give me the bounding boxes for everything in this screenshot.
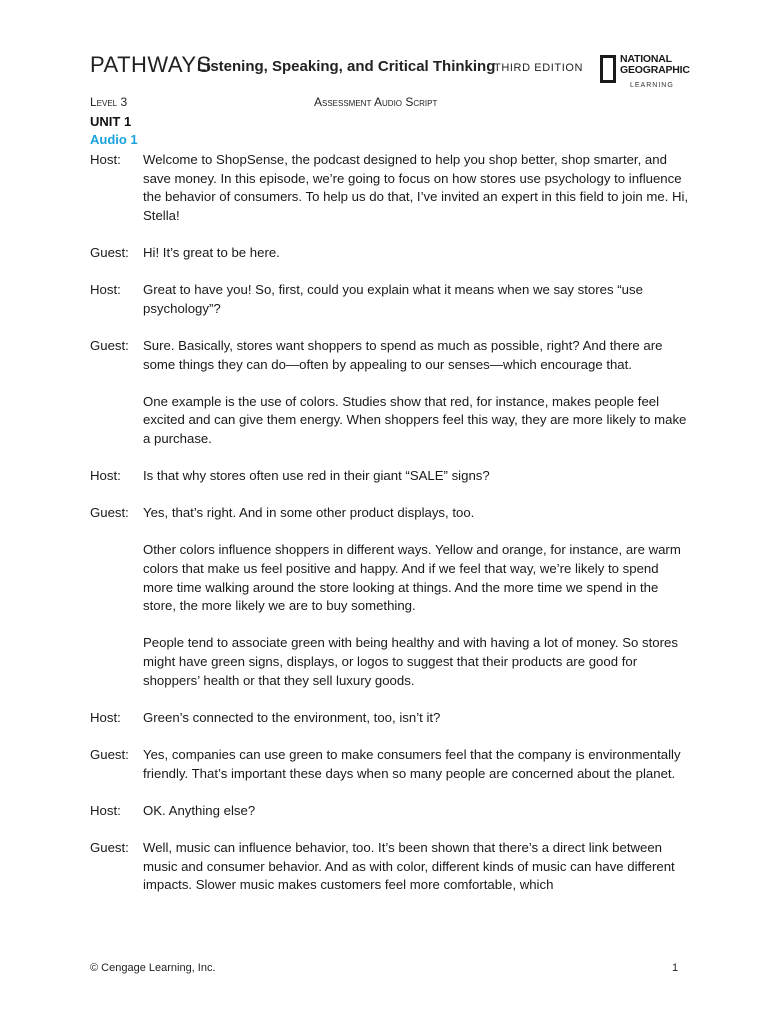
dialogue-turn [90,709,690,728]
speech-text [143,709,690,728]
brand-title: PATHWAYS [90,52,212,77]
speech-paragraph: Well, music can influence behavior, too. It’s been shown that there’s a direct link between music and consumer behavior. And as with color, different kinds of music can have different impacts. Slower music makes customers feel more comfortable, which [143,839,675,893]
national-geographic-logo [600,54,700,92]
copyright-notice: © Cengage Learning, Inc. [90,962,216,974]
document-title: Assessment Audio Script [314,95,438,109]
speaker-label: Host: [90,468,121,484]
dialogue-turn [90,151,690,225]
logo-subtext: LEARNING [630,82,674,89]
audio-script [90,151,690,913]
logo-line-2: GEOGRAPHIC [620,64,690,76]
speech-paragraph: Other colors influence shoppers in different ways. Yellow and orange, for instance, are warm colors that make us feel positive and happy. And if we feel that way, we’re likely to spend more time walking around the store looking at things. And the more time we spend in the store, the more likely we are to buy something. [143,542,681,614]
speaker-label: Guest: [90,747,129,762]
speech-paragraph: One example is the use of colors. Studies show that red, for instance, makes people feel excited and can give them energy. When shoppers feel this way, they are more likely to make a purchase. [143,393,687,446]
dialogue-turn [90,244,690,263]
speech-text [143,151,690,225]
speech-paragraph: Yes, companies can use green to make consumers feel that the company is environmentally friendly. That’s important these days when so many people are concerned about the planet. [143,747,681,781]
speaker-label: Host: [90,709,121,725]
dialogue-turn [90,281,690,318]
speech-paragraph: Green’s connected to the environment, too, isn’t it? [143,709,441,725]
speech-paragraph: Yes, that’s right. And in some other product displays, too. [143,505,475,521]
audio-heading: Audio 1 [90,132,138,147]
page-header [90,52,690,92]
dialogue-turn [90,504,690,690]
speech-text [143,746,690,783]
edition-label: THIRD EDITION [494,62,584,74]
speaker-label: Host: [90,802,121,818]
dialogue-turn [90,802,690,821]
speaker-label: Host: [90,282,121,298]
speech-paragraph: People tend to associate green with being healthy and with having a lot of money. So stores might have green signs, displays, or logos to suggest that their products are good for shoppers’ health or that they sell luxury goods. [143,635,678,688]
speaker-label: Guest: [90,505,129,521]
speaker-label: Host: [90,152,121,167]
speech-paragraph: Welcome to ShopSense, the podcast designed to help you shop better, shop smarter, and save money. In this episode, we’re going to focus on how stores use psychology to influence the behavior of consumers. To help us do that, I’ve invited an expert in this field to join me. Hi, Stella! [143,152,689,223]
series-subtitle: Listening, Speaking, and Critical Thinking [197,58,496,75]
speech-text [143,281,690,318]
speaker-label: Guest: [90,244,129,260]
dialogue-turn [90,746,690,783]
speech-text [143,337,690,449]
yellow-border-icon [600,55,616,83]
dialogue-turn [90,467,690,486]
speech-text [143,244,690,263]
dialogue-turn [90,337,690,449]
page-number: 1 [672,962,679,974]
speech-text [143,802,690,821]
speaker-label: Guest: [90,337,129,353]
logo-line-1: NATIONAL [620,53,672,65]
speech-paragraph: OK. Anything else? [143,802,256,818]
dialogue-turn [90,839,690,895]
speech-paragraph: Great to have you! So, first, could you explain what it means when we say stores “use psychology”? [143,282,643,316]
speech-text [143,504,690,690]
logo-text [620,54,690,76]
unit-heading: UNIT 1 [90,114,132,129]
level-label: Level 3 [90,95,128,109]
speech-text [143,839,690,895]
speaker-label: Guest: [90,839,129,855]
speech-paragraph: Sure. Basically, stores want shoppers to spend as much as possible, right? And there are some things they can do—often by appealing to our senses—which encourage that. [143,337,663,372]
speech-text [143,467,690,486]
speech-paragraph: Is that why stores often use red in their giant “SALE” signs? [143,468,490,484]
speech-paragraph: Hi! It’s great to be here. [143,244,280,260]
